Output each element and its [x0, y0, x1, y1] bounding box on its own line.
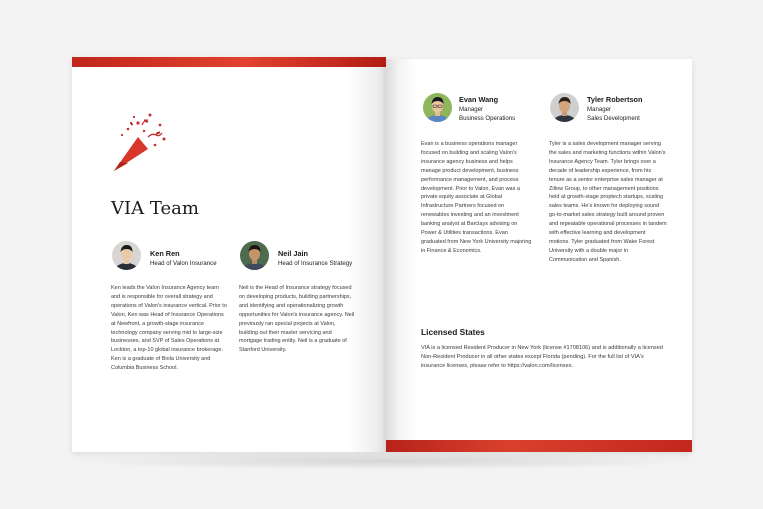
avatar-neil-jain [240, 241, 269, 270]
avatar-ken-ren [112, 241, 141, 270]
book-shadow [60, 452, 710, 470]
member-name: Evan Wang [459, 95, 499, 104]
party-popper-icon [108, 105, 172, 175]
right-page [386, 59, 692, 452]
member-bio: Evan is a business operations manager focused on building and scaling Valon's insurance agency business and helps manage product development, business performance management, and process development. Prior to Valon, Evan was a private equity associate at Global Infrastructure Partners focused on renewables investing and an investment banking analyst at Barclays advising on Power & Utilities transactions. Evan graduated from New York University majoring in Finance & Economics. [421, 141, 532, 254]
member-role: Head of Valon Insurance [150, 260, 217, 267]
left-page [72, 57, 386, 452]
member-bio: Neil is the Head of Insurance strategy focused on developing products, building partnerships, and identifying and operationalizing growth opportunities for Valon's insurance agency. Neil previously ran special projects at Valon, building out their master servicing and mortgage trading entity. Neil is a graduate of Stanford University. [239, 285, 355, 354]
member-name: Neil Jain [278, 249, 309, 258]
member-department: Sales Development [587, 115, 640, 122]
member-role: Manager [459, 106, 484, 113]
avatar-evan-wang [423, 93, 452, 122]
avatar-tyler-robertson [550, 93, 579, 122]
bottom-accent-stripe [386, 440, 692, 452]
licensed-states-heading: Licensed States [421, 327, 485, 337]
member-bio: Ken leads the Valon Insurance Agency team and is responsible for overall strategy and operations of Valon's insurance vertical. Prior to Valon, Ken was Head of Insurance Operations at Newfront, a growth-stage insurance technology company serving mid to large-size businesses, and SVP of Sales Operations at Lockton, a top-10 global insurance brokerage. Ken is a graduate of Biola University and Columbia Business School. [111, 285, 227, 372]
top-accent-stripe [72, 57, 386, 67]
member-department: Business Operations [459, 115, 516, 122]
member-name: Ken Ren [150, 249, 180, 258]
member-role: Head of Insurance Strategy [278, 260, 353, 267]
licensed-states-text: VIA is a licensed Resident Producer in New York (license #1708106) and is additionally a licensed Non-Resident Producer in all other states except Florida (pending). For the full list of VIA's insurance licenses, please refer to https://valon.com/licenses. [421, 345, 663, 369]
member-bio: Tyler is a sales development manager serving the sales and marketing functions within Valon's Insurance Agency Team. Tyler brings over a decade of leadership experience, from his tenure as a senior enterprise sales manager at Zillow Group, to other management positions held at growth-stage proptech startups, scaling sales teams. He's known for deploying sound go-to-market sales strategy built around proven and repeatable operational processes in tandem with effective learning and development motions. Tyler graduated from Wake Forest University with a double major in Communication and Spanish. [549, 141, 667, 263]
member-name: Tyler Robertson [587, 95, 643, 104]
member-role: Manager [587, 106, 612, 113]
page-title: VIA Team [111, 198, 199, 219]
